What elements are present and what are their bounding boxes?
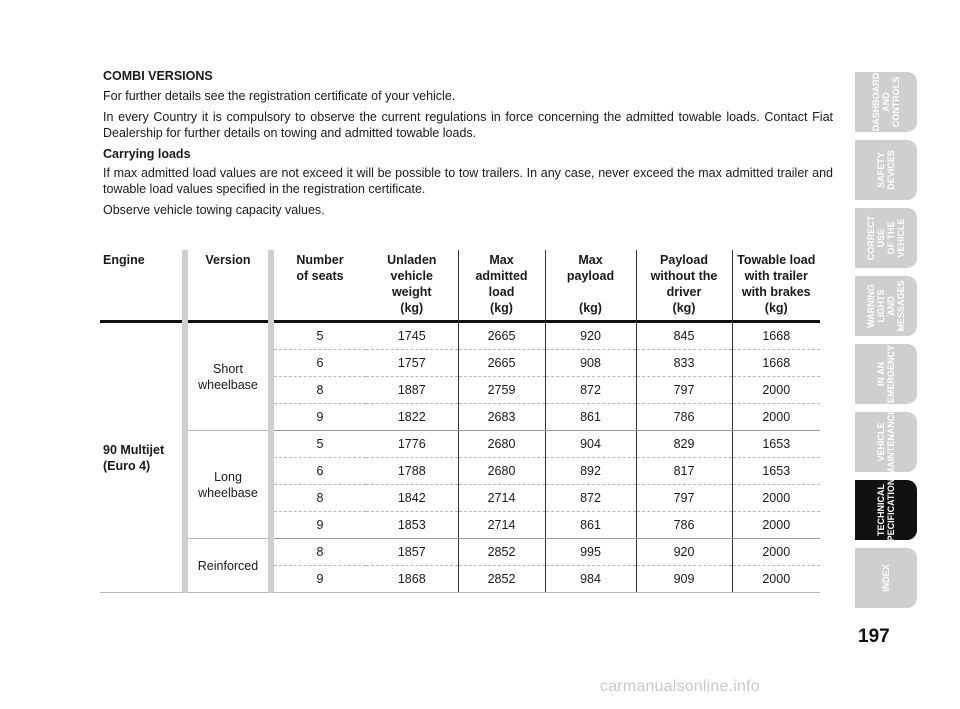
paragraph-regulations: In every Country it is compulsory to observe the current regulations in force concerning the admitted towable loads. Contact Fiat Dealership for further details on towing and admitted towable loads. [103,110,833,140]
cell: 2000 [732,512,820,539]
cell: 2000 [732,539,820,566]
cell: 1668 [732,350,820,377]
version-short: Short wheelbase [185,322,271,431]
cell: 9 [271,566,366,593]
cell: 2000 [732,377,820,404]
header-payload-no-driver: Payload without the driver (kg) [636,250,732,322]
subheading-carrying-loads: Carrying loads [103,147,191,161]
header-engine: Engine [103,253,145,267]
watermark-text: carmanualsonline.info [600,678,760,695]
header-version: Version [185,250,271,322]
paragraph-towing-capacity: Observe vehicle towing capacity values. [103,203,325,217]
cell: 872 [545,377,636,404]
cell: 892 [545,458,636,485]
cell: 833 [636,350,732,377]
cell: 920 [636,539,732,566]
cell: 1776 [366,431,458,458]
tab-label: INDEX [881,564,891,592]
cell: 845 [636,322,732,350]
cell: 5 [271,431,366,458]
cell: 904 [545,431,636,458]
cell: 2683 [458,404,545,431]
cell: 2714 [458,512,545,539]
cell: 829 [636,431,732,458]
tab-warning-lights[interactable] [855,276,917,336]
cell: 984 [545,566,636,593]
section-title: COMBI VERSIONS [103,69,213,83]
cell: 995 [545,539,636,566]
cell: 2680 [458,458,545,485]
header-towable-load: Towable load with trailer with brakes (kg) [732,250,820,322]
cell: 1668 [732,322,820,350]
cell: 909 [636,566,732,593]
cell: 2000 [732,485,820,512]
tab-index[interactable] [855,548,917,608]
cell: 1853 [366,512,458,539]
tab-label: DASHBOARD AND CONTROLS [871,72,901,132]
tab-label: IN AN EMERGENCY [876,344,896,404]
cell: 1857 [366,539,458,566]
header-unladen-weight: Unladen vehicle weight (kg) [387,253,437,315]
cell: 1788 [366,458,458,485]
version-reinforced: Reinforced [185,539,271,593]
cell: 8 [271,485,366,512]
cell: 1653 [732,458,820,485]
engine-cell: 90 Multijet (Euro 4) [100,322,185,593]
cell: 861 [545,512,636,539]
tab-safety-devices[interactable] [855,140,917,200]
body-text [103,68,833,223]
cell: 2852 [458,566,545,593]
cell: 797 [636,377,732,404]
cell: 5 [271,322,366,350]
cell: 2665 [458,322,545,350]
cell: 6 [271,458,366,485]
table-row [100,539,820,566]
cell: 817 [636,458,732,485]
cell: 2759 [458,377,545,404]
paragraph-registration: For further details see the registration certificate of your vehicle. [103,89,456,103]
table-row [100,322,820,350]
page-number: 197 [858,626,890,647]
table-row [100,431,820,458]
tab-label: CORRECT USE OF THE VEHICLE [866,215,906,261]
tab-dashboard-controls[interactable] [855,72,917,132]
cell: 2680 [458,431,545,458]
towing-capacity-table [100,250,820,593]
tab-label: VEHICLE MAINTENANCE [876,408,896,476]
cell: 1887 [366,377,458,404]
cell: 9 [271,512,366,539]
cell: 1822 [366,404,458,431]
header-max-load: Max admitted load (kg) [458,250,545,322]
version-long: Long wheelbase [185,431,271,539]
tab-technical-specifications[interactable] [855,472,917,548]
cell: 920 [545,322,636,350]
tab-label: TECHNICAL SPECIFICATIONS [876,472,896,548]
cell: 8 [271,539,366,566]
cell: 797 [636,485,732,512]
cell: 786 [636,404,732,431]
cell: 2000 [732,566,820,593]
cell: 872 [545,485,636,512]
cell: 2000 [732,404,820,431]
tab-label: SAFETY DEVICES [876,150,896,190]
cell: 2665 [458,350,545,377]
header-seats: Number of seats [271,250,366,322]
header-max-payload: Max payload (kg) [545,250,636,322]
cell: 1745 [366,322,458,350]
cell: 861 [545,404,636,431]
paragraph-trailers: If max admitted load values are not exceed it will be possible to tow trailers. In any case, never exceed the max admitted trailer and towable load values specified in the registration certificate. [103,166,833,196]
tab-correct-use[interactable] [855,208,917,268]
cell: 1653 [732,431,820,458]
cell: 786 [636,512,732,539]
cell: 2714 [458,485,545,512]
tab-in-an-emergency[interactable] [855,344,917,404]
cell: 2852 [458,539,545,566]
tab-label: WARNING LIGHTS AND MESSAGES [866,280,906,332]
tab-vehicle-maintenance[interactable] [855,408,917,476]
table-header-row [100,250,820,322]
cell: 8 [271,377,366,404]
cell: 1757 [366,350,458,377]
cell: 1868 [366,566,458,593]
cell: 9 [271,404,366,431]
cell: 6 [271,350,366,377]
cell: 908 [545,350,636,377]
cell: 1842 [366,485,458,512]
